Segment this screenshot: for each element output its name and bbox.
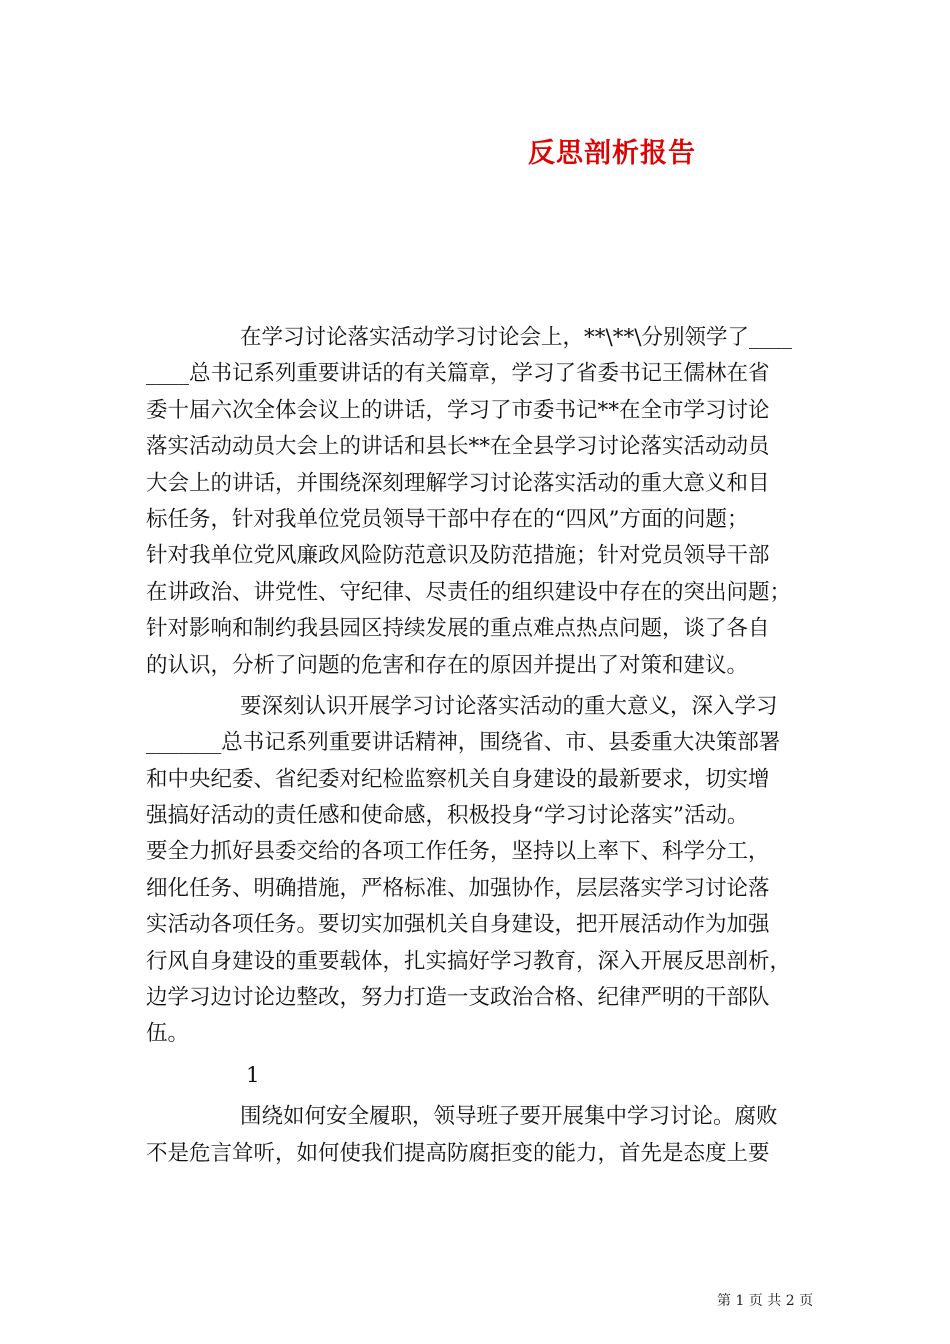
paragraph-1-line: 针对我单位党风廉政风险防范意识及防范措施；针对党员领导干部 (146, 543, 770, 569)
paragraph-2-line: 要全力抓好县委交给的各项工作任务，坚持以上率下、科学分工， (146, 839, 770, 865)
paragraph-2-line: 行风自身建设的重要载体，扎实搞好学习教育，深入开展反思剖析， (146, 948, 792, 974)
paragraph-1-line: 标任务，针对我单位党员领导干部中存在的“四风”方面的问题； (146, 506, 749, 532)
paragraph-3-line: 不是危言耸听，如何使我们提高防腐拒变的能力，首先是态度上要 (146, 1140, 770, 1166)
paragraph-1-line: 委十届六次全体会议上的讲话，学习了市委书记**在全市学习讨论 (146, 397, 770, 423)
paragraph-1-line: 大会上的讲话，并围绕深刻理解学习讨论落实活动的重大意义和目 (146, 470, 770, 496)
paragraph-2-line: 和中央纪委、省纪委对纪检监察机关自身建设的最新要求，切实增 (146, 766, 770, 792)
paragraph-1-line: 的认识，分析了问题的危害和存在的原因并提出了对策和建议。 (146, 652, 749, 678)
paragraph-1-line: 落实活动动员大会上的讲话和县长**在全县学习讨论落实活动动员 (146, 434, 770, 460)
paragraph-2-line: 强搞好活动的责任感和使命感，积极投身“学习讨论落实”活动。 (146, 803, 749, 829)
paragraph-1-line: 在学习讨论落实活动学习讨论会上，**\**\分别领学了____ (240, 325, 792, 350)
paragraph-1-line: ____总书记系列重要讲话的有关篇章，学习了省委书记王儒林在省 (146, 361, 770, 387)
paragraph-1-line: 在讲政治、讲党性、守纪律、尽责任的组织建设中存在的突出问题； (146, 579, 792, 605)
paragraph-3-line: 围绕如何安全履职，领导班子要开展集中学习讨论。腐败 (240, 1104, 778, 1130)
paragraph-2-line: 实活动各项任务。要切实加强机关自身建设，把开展活动作为加强 (146, 912, 770, 938)
paragraph-2-line: 细化任务、明确措施，严格标准、加强协作，层层落实学习讨论落 (146, 875, 770, 901)
paragraph-1-line: 针对影响和制约我县园区持续发展的重点难点热点问题，谈了各自 (146, 616, 770, 642)
paragraph-2-line: 边学习边讨论边整改，努力打造一支政治合格、纪律严明的干部队 (146, 985, 770, 1011)
paragraph-2-line: 伍。 (146, 1021, 190, 1047)
paragraph-2-line: 要深刻认识开展学习讨论落实活动的重大意义，深入学习 (240, 693, 778, 719)
page-footer: 第 1 页 共 2 页 (717, 1293, 814, 1309)
inline-page-number: 1 (246, 1062, 260, 1088)
document-body (146, 320, 806, 1172)
document-title: 反思剖析报告 (528, 138, 696, 169)
paragraph-2-line: _______总书记系列重要讲话精神，围绕省、市、县委重大决策部署 (146, 730, 781, 756)
